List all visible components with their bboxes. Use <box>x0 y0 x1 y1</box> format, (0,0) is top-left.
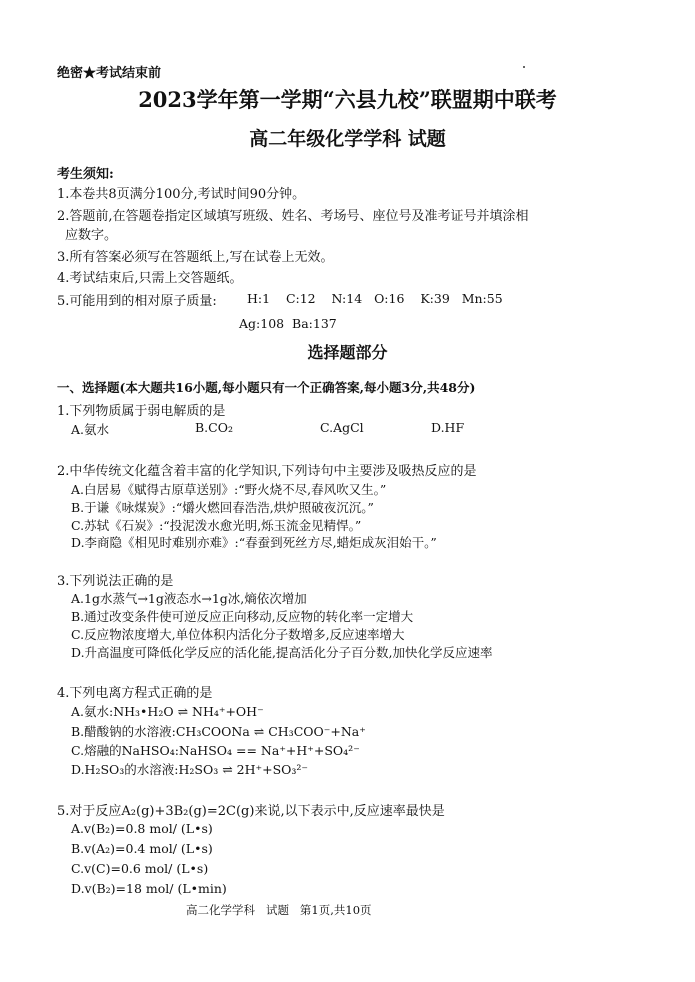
option-a: A.氨水 <box>71 422 110 437</box>
atomic-mass-label: 5.可能用到的相对原子质量: <box>57 294 217 309</box>
notice-item: 3.所有答案必须写在答题纸上,写在试卷上无效。 <box>57 250 334 265</box>
option-d: D.HF <box>431 420 465 435</box>
option-c: C.熔融的NaHSO₄:NaHSO₄ == Na⁺+H⁺+SO₄²⁻ <box>71 743 360 758</box>
question-stem: 3.下列说法正确的是 <box>57 574 174 589</box>
notice-item: 2.答题前,在答题卷指定区域填写班级、姓名、考场号、座位号及准考证号并填涂相 <box>57 209 529 224</box>
notice-item: 1.本卷共8页满分100分,考试时间90分钟。 <box>57 187 306 202</box>
exam-subtitle: 高二年级化学学科 试题 <box>249 128 446 150</box>
option-d: D.李商隐《相见时难别亦难》:“春蚕到死丝方尽,蜡炬成灰泪始干。” <box>71 535 437 550</box>
atomic-mass-row: H:1 C:12 N:14 O:16 K:39 Mn:55 <box>247 291 503 306</box>
confidential-mark: 绝密★考试结束前 <box>57 66 162 81</box>
atomic-mass-row: Ag:108 Ba:137 <box>239 316 337 331</box>
option-a: A.v(B₂)=0.8 mol/ (L•s) <box>71 821 213 836</box>
option-b: B.CO₂ <box>195 420 233 435</box>
scan-speck <box>523 66 525 68</box>
option-a: A.1g水蒸气→1g液态水→1g冰,熵依次增加 <box>71 591 307 606</box>
option-d: D.H₂SO₃的水溶液:H₂SO₃ ⇌ 2H⁺+SO₃²⁻ <box>71 762 309 777</box>
option-d: D.v(B₂)=18 mol/ (L•min) <box>71 881 227 896</box>
option-b: B.v(A₂)=0.4 mol/ (L•s) <box>71 841 213 856</box>
exam-title: 2023学年第一学期“六县九校”联盟期中联考 <box>138 87 557 112</box>
section-title: 选择题部分 <box>307 343 388 362</box>
option-c: C.AgCl <box>320 420 364 435</box>
option-a: A.氨水:NH₃•H₂O ⇌ NH₄⁺+OH⁻ <box>71 704 264 719</box>
question-stem: 2.中华传统文化蕴含着丰富的化学知识,下列诗句中主要涉及吸热反应的是 <box>57 464 477 479</box>
notice-item: 应数字。 <box>65 228 118 243</box>
option-c: C.v(C)=0.6 mol/ (L•s) <box>71 861 209 876</box>
question-stem: 1.下列物质属于弱电解质的是 <box>57 404 226 419</box>
part-header: 一、选择题(本大题共16小题,每小题只有一个正确答案,每小题3分,共48分) <box>57 380 476 395</box>
option-b: B.于谦《咏煤炭》:“爝火燃回春浩浩,烘炉照破夜沉沉。” <box>71 500 374 515</box>
option-b: B.通过改变条件使可逆反应正向移动,反应物的转化率一定增大 <box>71 609 414 624</box>
notice-item: 4.考试结束后,只需上交答题纸。 <box>57 271 243 286</box>
question-stem: 5.对于反应A₂(g)+3B₂(g)=2C(g)来说,以下表示中,反应速率最快是 <box>57 804 445 819</box>
notice-heading: 考生须知: <box>57 167 114 182</box>
option-c: C.苏轼《石炭》:“投泥泼水愈光明,烁玉流金见精悍。” <box>71 518 362 533</box>
option-d: D.升高温度可降低化学反应的活化能,提高活化分子百分数,加快化学反应速率 <box>71 645 493 660</box>
option-c: C.反应物浓度增大,单位体积内活化分子数增多,反应速率增大 <box>71 627 405 642</box>
option-b: B.醋酸钠的水溶液:CH₃COONa ⇌ CH₃COO⁻+Na⁺ <box>71 724 366 739</box>
page-footer: 高二化学学科 试题 第1页,共10页 <box>186 903 372 917</box>
option-a: A.白居易《赋得古原草送别》:“野火烧不尽,春风吹又生。” <box>71 482 387 497</box>
question-stem: 4.下列电离方程式正确的是 <box>57 686 213 701</box>
